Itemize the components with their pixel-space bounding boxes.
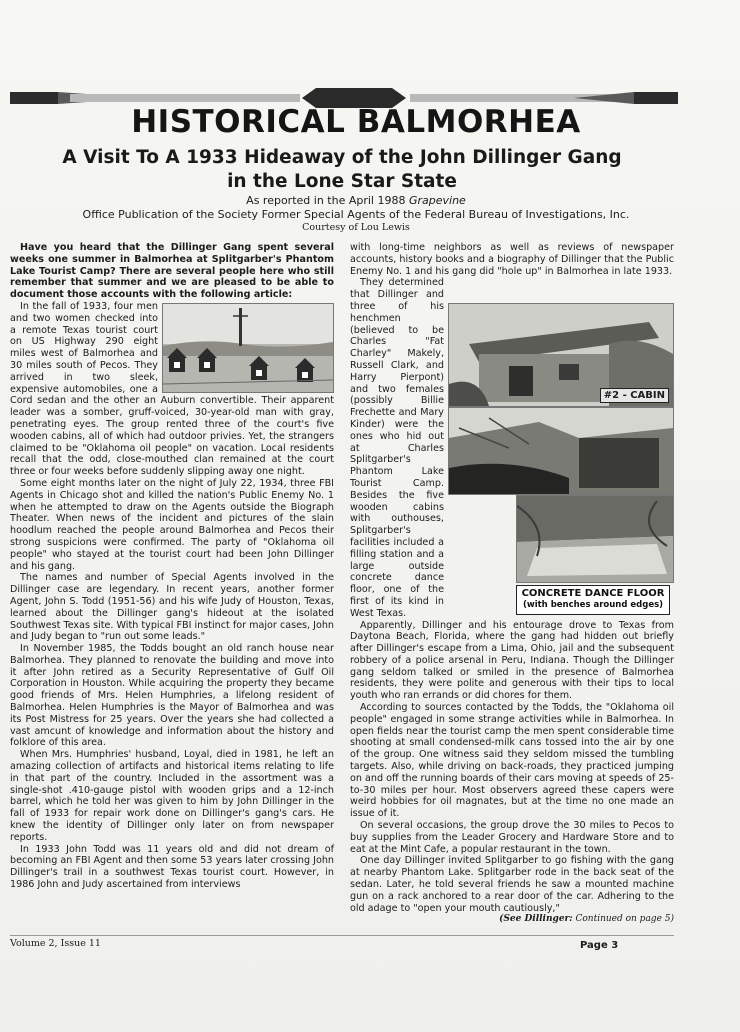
footer-rule [10, 935, 674, 936]
footer-page-number: Page 3 [580, 940, 619, 951]
left-column [10, 242, 334, 891]
right-paragraph: Apparently, Dillinger and his entourage drove to Texas from Daytona Beach, Florida, where the gang had hidden out briefly after Dillinger's escape from a Lima, Ohio, jail and the subsequent robbery of a police arsenal in Peru, Indiana. Though the Dillinger gang seldom talked or smiled in the presence of Balmorhea residents, they were polite and generous with their tips to local youth who ran errands or did chores for them. [350, 619, 674, 702]
reported-source: Grapevine [408, 194, 466, 207]
continued-page: Continued on page 5) [572, 914, 674, 925]
cabin-caption: #2 - CABIN [600, 388, 669, 404]
reported-prefix: As reported in the April 1988 [246, 194, 409, 207]
left-paragraph: In November 1985, the Todds bought an old ranch house near Balmorhea. They planned to renovate the building and move into it after John retired as a Security Representative of Gulf Oil Corporation in Houston. While acquiring the property they became good friends of Mrs. Helen Humphries, a lifelong resident of Balmorhea. Helen Humphries is the Mayor of Balmorhea and was its Post Mistress for 25 years. Over the years she had collected a vast amcunt of knowledge and information about the history and folklore of this area. [10, 643, 334, 749]
dance-floor-caption [516, 585, 670, 615]
right-paragraph: On several occasions, the group drove the 30 miles to Pecos to buy supplies from the Leader Grocery and Hardware Store and to eat at the Mint Cafe, a popular restaurant in the town. [350, 820, 674, 855]
right-column [350, 242, 674, 926]
continued-note [350, 914, 674, 926]
cabins-photo [162, 303, 334, 393]
article-headline [24, 146, 660, 194]
right-paragraph: According to sources contacted by the Todds, the "Oklahoma oil people" engaged in some strange activities while in Balmorhea. In open fields near the tourist camp the men spent considerable time shooting at small condensed-milk cans tossed into the air by one of the group. One witness said they seldom missed the tumbling targets. Also, while driving on back-roads, they practiced jumping on and off the running boards of their cars moving at speeds of 25-to-30 miles per hour. Most observers agreed these capers were weird hobbies for oil magnates, but at the time no one made an issue of it. [350, 702, 674, 820]
dance-caption-line-1: CONCRETE DANCE FLOOR [521, 588, 665, 600]
left-paragraph: The names and number of Special Agents involved in the Dillinger case are legendary. In recent years, another former Agent, John S. Todd (1951-56) and his wife Judy of Houston, Texas, learned about the Dillinger gang's hideout at the isolated Southwest Texas site. With typical FBI instinct for major cases, John and Judy began to "run out some leads." [10, 572, 334, 643]
left-paragraph: In 1933 John Todd was 11 years old and did not dream of becoming an FBI Agent and then some 53 years later crossing John Dillinger's trail in a southwest Texas tourist court. However, in 1986 John and Judy ascertained from interviews [10, 843, 334, 891]
right-paragraph: with long-time neighbors as well as reviews of newspaper accounts, history books and a biography of Dillinger that the Public Enemy No. 1 and his gang did "hole up" in Balmorhea in late 1933. [350, 242, 674, 277]
photo-stack [448, 303, 674, 615]
dance-caption-line-2: (with benches around edges) [522, 600, 664, 611]
masthead-title: HISTORICAL BALMORHEA [131, 104, 581, 140]
headline-line-1: A Visit To A 1933 Hideaway of the John Dillinger Gang [62, 147, 622, 168]
continued-label: (See Dillinger: [499, 914, 573, 925]
courtesy-line: Courtesy of Lou Lewis [302, 222, 410, 233]
left-paragraph: When Mrs. Humphries' husband, Loyal, died in 1981, he left an amazing collection of artifacts and historical items relating to life in that part of the country. Included in the assortment was a single-shot .410-gauge pistol with wooden grips and a 12-inch barrel, which he told her was given to him by John Dillinger in the fall of 1933 for repair work done on Dillinger's gang's cars. He knew the identity of Dillinger only later on from newspaper reports. [10, 749, 334, 843]
headline-line-2: in the Lone Star State [227, 171, 457, 192]
cabin-photo [448, 303, 674, 407]
ruin-photo [448, 407, 674, 495]
left-paragraph: Some eight months later on the night of July 22, 1934, three FBI Agents in Chicago shot and killed the nation's Public Enemy No. 1 when he attempted to draw on the Agents outside the Biograph Theater. When news of the incident and pictures of the slain hoodlum reached the people around Balmorhea and Pecos their strong suspicions were confirmed. The party of "Oklahoma oil people" who stayed at the tourist court had been John Dillinger and his gang. [10, 477, 334, 572]
right-paragraph: One day Dillinger invited Splitgarber to go fishing with the gang at nearby Phantom Lake. Splitgarber rode in the back seat of the sedan. Later, he told several friends he saw a mounted machine gun on a rack anchored to a rear door of the car. Adhering to the old adage to "open your mouth cautiously," [350, 855, 674, 914]
right-paragraph: They determined that Dillinger and three of his henchmen (believed to be Charles "Fat Charley" Makely, Russell Clark, and Harry Pierpont) and two females (possibly Billie Frechette and Mary Kinder) were the ones who hid out at Charles Splitgarber's Phantom Lake Tourist Camp. Besides the five wooden cabins with outhouses, Splitgarber's facilities included a filling station and a large outside concrete dance floor, one of the first of its kind in West Texas. [350, 277, 444, 619]
dance-floor-photo [516, 495, 674, 583]
office-line: Office Publication of the Society Former Special Agents of the Federal Bureau of Investigations, Inc. [82, 208, 630, 221]
footer-issue: Volume 2, Issue 11 [10, 938, 101, 949]
reported-line [0, 194, 712, 207]
left-paragraph: In the fall of 1933, four men and two women checked into a remote Texas tourist court on US Highway 290 eight miles west of Balmorhea and 30 miles south of Pecos. They arrived in two sleek, expensive automobiles, one a Cord sedan and the other an Auburn convertible. Their apparent leader was a somber, gruff-voiced, 30-year-old man with gray, penetrating eyes. The group rented three of the court's five wooden cabins, all of which had outdoor privies. Yet, the strangers claimed to be "Oklahoma oil people" on vacation. Local residents recall that the odd, close-mouthed clan remained at the court three or four weeks before suddenly slipping away one night. [10, 300, 334, 478]
lead-paragraph: Have you heard that the Dillinger Gang spent several weeks one summer in Balmorhea at Splitgarber's Phantom Lake Tourist Camp? There are several people here who still remember that summer and we are pleased to be able to document those accounts with the following article: [10, 242, 334, 301]
